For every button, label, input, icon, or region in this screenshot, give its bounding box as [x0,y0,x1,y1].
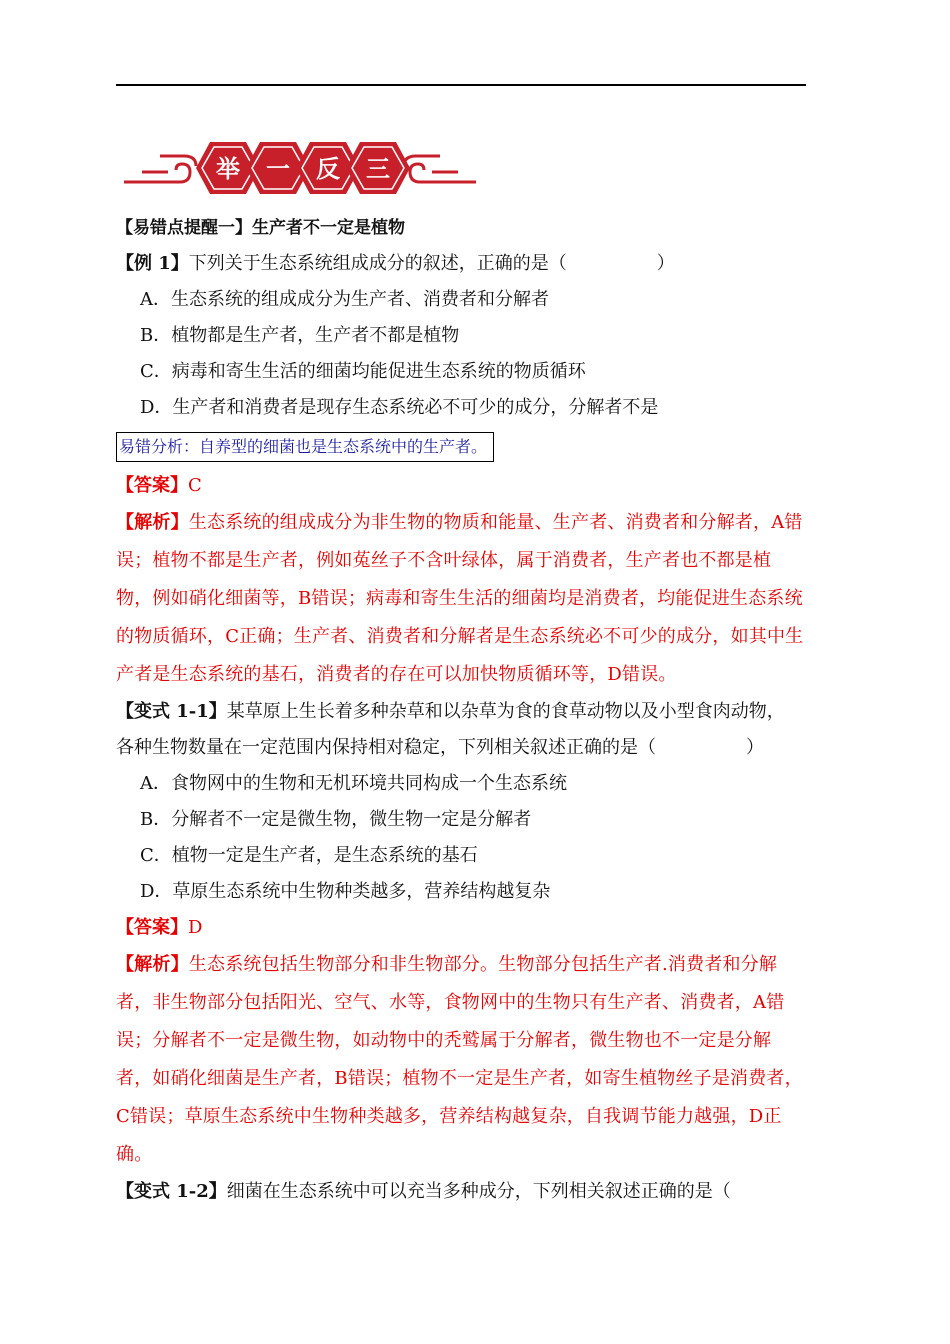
variant1-question-text2: 各种生物数量在一定范围内保持相对稳定，下列相关叙述正确的是（ [116,737,656,758]
variant1-question-line2 [116,730,816,766]
banner-char: 举 [216,155,240,183]
example1-option-a: A．生态系统的组成成分为生产者、消费者和分解者 [140,289,549,310]
variant1-analysis-text: 生态系统包括生物部分和非生物部分。生物部分包括生产者.消费者和分解者，非生物部分包括阳光、空气、水等，食物网中的生物只有生产者、消费者，A错误；分解者不一定是微生物，如动物中的秃鹫属于分解者，微生物也不一定是分解者，如硝化细菌是生产者，B错误；植物不一定是生产者，如寄生植物丝子是消费者，C错误；草原生态系统中生物种类越多，营养结构越复杂，自我调节能力越强，D正确。 [116,954,803,1165]
banner-ju-yi-fan-san [120,136,480,200]
example1-answer-label: 【答案】 [116,475,188,496]
variant1-question [116,694,816,730]
variant1-analysis [116,946,806,1174]
variant2-label: 【变式 1-2】 [116,1181,227,1202]
banner-char: 一 [266,155,290,183]
banner-left-ornament [124,156,196,182]
variant1-option-b: B．分解者不一定是微生物，微生物一定是分解者 [140,809,532,830]
example1-question-text: 下列关于生态系统组成成分的叙述，正确的是（ [188,253,567,274]
variant1-label: 【变式 1-1】 [116,701,227,722]
example1-question-close: ） [656,253,675,274]
example1-option-c: C．病毒和寄生生活的细菌均能促进生态系统的物质循环 [140,361,586,382]
example1-analysis-label: 【解析】 [116,512,189,533]
example1-option-d: D．生产者和消费者是现存生态系统必不可少的成分，分解者不是 [140,397,659,418]
example1-question [116,246,816,282]
example1-option-b: B．植物都是生产者，生产者不都是植物 [140,325,460,346]
header-rule [116,84,806,86]
example1-label: 【例 1】 [116,253,189,274]
variant2-question [116,1174,816,1210]
variant1-option-c: C．植物一定是生产者，是生态系统的基石 [140,845,478,866]
example1-analysis [116,504,806,694]
variant1-analysis-label: 【解析】 [116,954,189,975]
document-body [116,210,816,1210]
banner-char: 三 [366,155,390,183]
variant2-question-text: 细菌在生态系统中可以充当多种成分，下列相关叙述正确的是（ [226,1181,731,1202]
variant1-answer [116,910,816,946]
section-heading: 【易错点提醒一】生产者不一定是植物 [116,218,405,238]
variant1-question-text: 某草原上生长着多种杂草和以杂草为食的食草动物以及小型食肉动物， [226,701,785,722]
example1-error-tip: 易错分析：自养型的细菌也是生态系统中的生产者。 [116,432,494,462]
banner-right-ornament [404,156,476,182]
variant1-question-close: ） [746,737,764,758]
variant1-option-d: D．草原生态系统中生物种类越多，营养结构越复杂 [140,881,551,902]
example1-answer [116,468,816,504]
example1-analysis-text: 生态系统的组成成分为非生物的物质和能量、生产者、消费者和分解者，A错误；植物不都是生产者，例如菟丝子不含叶绿体，属于消费者，生产者也不都是植物，例如硝化细菌等，B错误；病毒和寄生生活的细菌均是消费者，均能促进生态系统的物质循环，C正确；生产者、消费者和分解者是生态系统必不可少的成分，如其中生产者是生态系统的基石，消费者的存在可以加快物质循环等，D错误。 [116,512,804,685]
banner-char: 反 [316,155,340,183]
variant1-option-a: A．食物网中的生物和无机环境共同构成一个生态系统 [140,773,567,794]
variant1-answer-value: D [188,917,203,938]
example1-answer-value: C [188,475,202,496]
variant1-answer-label: 【答案】 [116,917,188,938]
